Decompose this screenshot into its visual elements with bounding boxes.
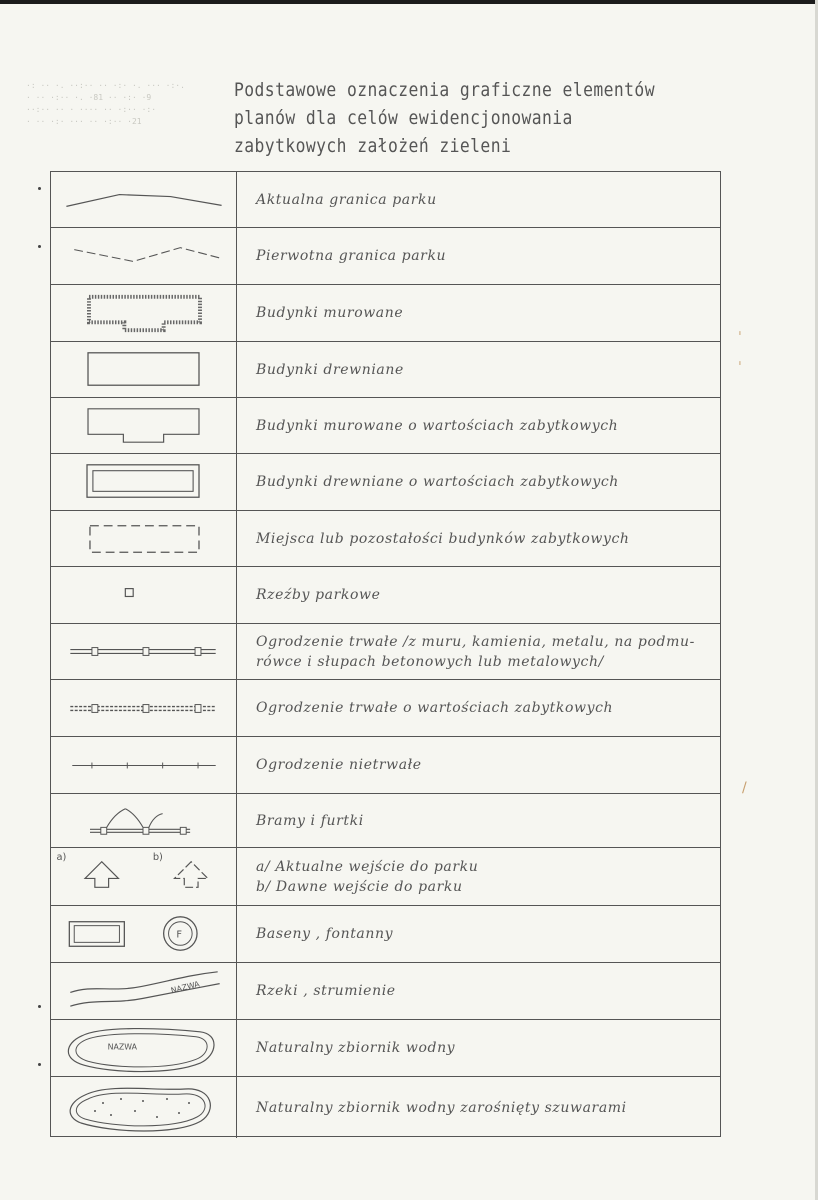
fountain-letter: F	[176, 929, 183, 941]
current-entrance-arrow-icon	[85, 862, 118, 888]
original-park-boundary-symbol	[51, 228, 237, 284]
title-line: zabytkowych założeń zieleni	[234, 135, 512, 157]
entrance-a-marker: a)	[56, 851, 67, 863]
legend-label: Naturalny zbiornik wodny zarośnięty szuwarami	[256, 1099, 627, 1116]
legend-label: Budynki drewniane	[256, 361, 404, 378]
historic-building-remains-symbol	[51, 511, 237, 566]
historic-masonry-building-symbol	[51, 398, 237, 453]
legend-row	[51, 906, 720, 963]
page-top-edge	[0, 0, 818, 4]
entrance-b-marker: b)	[152, 851, 163, 863]
legend-row	[51, 794, 720, 848]
legend-row	[51, 624, 720, 680]
legend-row	[51, 963, 720, 1020]
legend-row	[51, 228, 720, 285]
legend-label: Aktualna granica parku	[256, 191, 437, 208]
legend-row	[51, 1020, 720, 1077]
park-sculpture-symbol	[51, 567, 237, 623]
legend-row	[51, 342, 720, 398]
legend-label: Rzeki , strumienie	[256, 983, 396, 999]
gates-and-wickets-symbol	[51, 794, 237, 847]
historic-wooden-building-symbol	[51, 454, 237, 510]
former-entrance-arrow-icon	[174, 862, 207, 888]
legend-label: Ogrodzenie trwałe o wartościach zabytkowych	[256, 700, 614, 716]
water-body-name-tag: NAZWA	[107, 1042, 137, 1052]
legend-row	[51, 680, 720, 737]
faded-stamp: ·: ·· ·. ··:·· ·· ·:· ·. ··· ·:·. · ·· ·:·· ·. ·81 ·· ·:· ·9 ··:·· ·· · ···· ·· ·:·· ·:· · ·· ·:· ··· ·· ·:·· ·21	[26, 81, 185, 126]
legend-row	[51, 511, 720, 567]
legend-label: Ogrodzenie nietrwałe	[256, 757, 422, 773]
pencil-mark: /	[742, 780, 747, 796]
title-line: Podstawowe oznaczenia graficzne elementów	[234, 79, 655, 101]
legend-label: Budynki drewniane o wartościach zabytkowych	[256, 474, 619, 490]
natural-water-body-symbol	[51, 1020, 237, 1076]
legend-label: Bramy i furtki	[256, 812, 364, 829]
pencil-mark: ˈ	[738, 330, 742, 346]
legend-table	[50, 171, 721, 1137]
legend-row	[51, 567, 720, 624]
legend-label: Miejsca lub pozostałości budynków zabytkowych	[256, 530, 630, 547]
rivers-streams-symbol	[51, 963, 237, 1019]
legend-label: Baseny , fontanny	[256, 926, 394, 942]
title-line: planów dla celów ewidencjonowania	[234, 107, 573, 129]
wooden-building-symbol	[51, 342, 237, 397]
current-park-boundary-symbol	[51, 172, 237, 227]
legend-row	[51, 398, 720, 454]
pools-fountains-symbol	[51, 906, 237, 962]
legend-label: a/ Aktualne wejście do parku b/ Dawne wejście do parku	[256, 858, 479, 895]
legend-label: Budynki murowane	[256, 305, 404, 321]
park-entrances-symbol	[51, 848, 237, 905]
legend-row	[51, 172, 720, 228]
margin-dot	[38, 187, 41, 190]
legend-row	[51, 454, 720, 511]
legend-label: Pierwotna granica parku	[256, 248, 447, 264]
margin-dot	[38, 1063, 41, 1066]
legend-label: Budynki murowane o wartościach zabytkowych	[256, 417, 619, 434]
legend-label: Rzeźby parkowe	[256, 587, 381, 603]
historic-permanent-fence-symbol	[51, 680, 237, 736]
legend-row	[51, 285, 720, 342]
margin-dot	[38, 1005, 41, 1008]
pencil-mark: ˈ	[738, 360, 742, 376]
masonry-building-symbol	[51, 285, 237, 341]
temporary-fence-symbol	[51, 737, 237, 793]
margin-dot	[38, 245, 41, 248]
permanent-fence-symbol	[51, 624, 237, 679]
legend-label: Naturalny zbiornik wodny	[256, 1040, 456, 1056]
river-name-tag: NAZWA	[169, 979, 201, 996]
overgrown-water-body-symbol	[51, 1077, 237, 1138]
page-title	[234, 76, 655, 160]
legend-row	[51, 1077, 720, 1138]
legend-label: Ogrodzenie trwałe /z muru, kamienia, metalu, na podmu- rówce i słupach betonowych lub metalowych/	[256, 633, 695, 670]
legend-row	[51, 848, 720, 906]
legend-row	[51, 737, 720, 794]
